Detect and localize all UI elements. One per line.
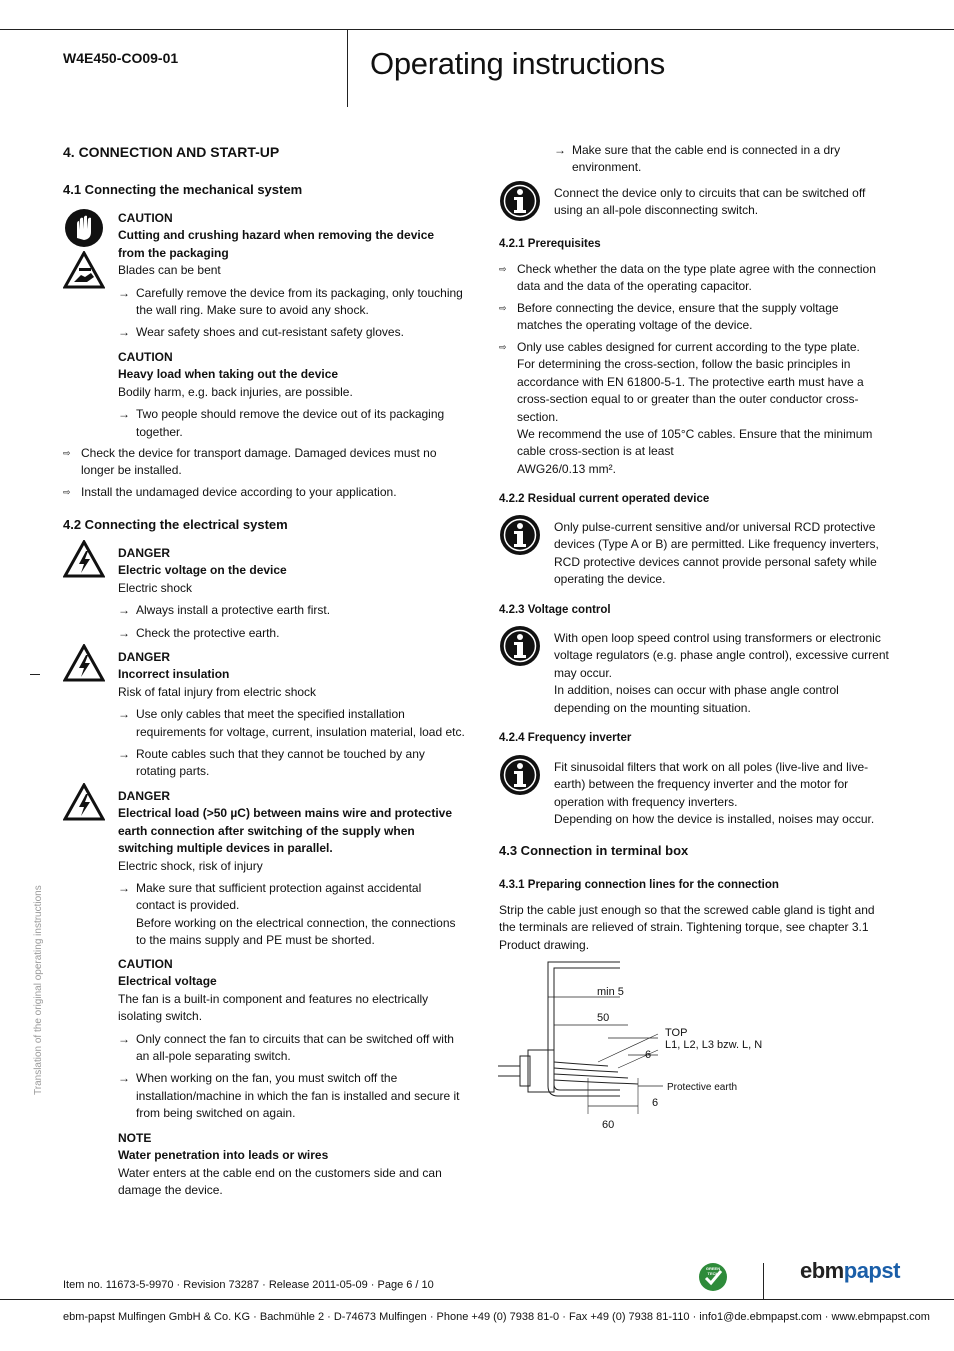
- bullet-arrow-icon: ⇨: [63, 448, 71, 458]
- danger-description: Electric shock: [118, 580, 193, 595]
- bullet-item: ⇨ Check the device for transport damage. Damaged devices must no longer be installed.: [63, 446, 437, 478]
- caution-description: Blades can be bent: [118, 263, 221, 278]
- strip-instructions: Strip the cable just enough so that the screwed cable gland is tight and the terminals are relieved of strain. Tightening torque, see chapter 3.1 Product drawing.: [499, 903, 875, 952]
- info-text-2: Only pulse-current sensitive and/or universal RCD protective devices (Type A or B) are permitted. Like frequency inverters, RCD protective devices cannot provide personal safety while operating the device.: [554, 520, 879, 587]
- arrow-icon: →: [554, 143, 566, 157]
- bullet-item: ⇨ Before connecting the device, ensure that the supply voltage matches the operating voltage of the device.: [499, 301, 839, 333]
- action-item: → Wear safety shoes and cut-resistant safety gloves.: [118, 324, 463, 341]
- bullet-arrow-icon: ⇨: [499, 303, 507, 313]
- bullet-arrow-icon: ⇨: [499, 264, 507, 274]
- danger-heading: Incorrect insulation: [118, 667, 230, 682]
- subsection-heading-4-1: 4.1 Connecting the mechanical system: [63, 182, 303, 197]
- drawing-label-60: 60: [602, 1119, 615, 1131]
- note-block: [118, 1130, 463, 1200]
- subsection-heading-4-2-3: 4.2.3 Voltage control: [499, 604, 611, 616]
- danger-block-3: [118, 788, 463, 950]
- caution-heading: Electrical voltage: [118, 974, 217, 989]
- ebmpapst-logo: [800, 1258, 900, 1283]
- note-heading: Water penetration into leads or wires: [118, 1148, 329, 1163]
- info-icon: [499, 180, 541, 222]
- caution-description: Bodily harm, e.g. back injuries, are possible.: [118, 384, 353, 399]
- bullet-item: ⇨ Install the undamaged device according to your application.: [63, 484, 443, 501]
- drawing-label-min5: min 5: [597, 986, 624, 998]
- caution-label: CAUTION: [118, 957, 173, 971]
- caution-heading: Cutting and crushing hazard when removing the device from the packaging: [118, 228, 435, 260]
- drawing-label-pe: Protective earth: [667, 1082, 738, 1093]
- action-item: → Use only cables that meet the specified installation requirements for voltage, current, insulation material, load etc.: [118, 707, 465, 739]
- section-heading: 4. CONNECTION AND START-UP: [63, 144, 280, 160]
- arrow-icon: →: [118, 881, 130, 896]
- logo-ebm: ebm: [800, 1258, 844, 1283]
- subsection-heading-4-3-1: 4.3.1 Preparing connection lines for the connection: [499, 879, 779, 891]
- caution-label: CAUTION: [118, 350, 173, 364]
- danger-heading: Electric voltage on the device: [118, 563, 287, 578]
- logo-papst: papst: [843, 1258, 900, 1283]
- subsection-heading-4-2-4: 4.2.4 Frequency inverter: [499, 732, 632, 744]
- footer-divider: [763, 1263, 764, 1299]
- arrow-icon: →: [118, 1071, 130, 1086]
- footer-company: ebm-papst Mulfingen GmbH & Co. KG · Bachmühle 2 · D-74673 Mulfingen · Phone +49 (0) 7938 81-0 · Fax +49 (0) 7938 81-110 · info1@de.ebmpapst.com · www.ebmpapst.com: [63, 1311, 930, 1323]
- caution-heading: Heavy load when taking out the device: [118, 367, 339, 382]
- danger-label: DANGER: [118, 650, 171, 664]
- action-item: → Always install a protective earth first.: [118, 602, 463, 619]
- drawing-label-6a: 6: [645, 1049, 652, 1061]
- model-number: W4E450-CO09-01: [63, 50, 179, 66]
- caution-description: The fan is a built-in component and features no electrically isolating switch.: [118, 991, 429, 1024]
- action-item: → Check the protective earth.: [118, 625, 463, 642]
- subsection-heading-4-2-2: 4.2.2 Residual current operated device: [499, 493, 710, 505]
- arrow-icon: →: [118, 707, 130, 722]
- electric-hazard-icon: [63, 644, 105, 682]
- subsection-heading-4-3: 4.3 Connection in terminal box: [499, 843, 689, 858]
- action-item: → Only connect the fan to circuits that can be switched off with an all-pole separating switch.: [118, 1031, 454, 1064]
- action-item: → Two people should remove the device out of its packaging together.: [118, 407, 445, 439]
- subsection-heading-4-2: 4.2 Connecting the electrical system: [63, 517, 288, 532]
- drawing-label-50: 50: [597, 1012, 610, 1024]
- arrow-icon: →: [118, 1031, 130, 1046]
- danger-block-2: [118, 649, 468, 781]
- header-top-rule: [0, 29, 954, 30]
- caution-block-3: [118, 956, 463, 1123]
- action-item: → Make sure that the cable end is connected in a dry environment.: [554, 143, 841, 175]
- action-item: → Route cables such that they cannot be touched by any rotating parts.: [118, 747, 425, 779]
- arrow-icon: →: [118, 603, 130, 618]
- arrow-icon: →: [118, 285, 130, 300]
- margin-tick: [30, 674, 40, 675]
- bullet-item: ⇨ Only use cables designed for current according to the type plate. For determining the cross-section, follow the basic principles in accordance with EN 61800-5-1. The protective earth must have a cross-section equal to or greater than the outer conductor cross-section. We recommend the use of 105°C cables. Ensure that the minimum cable cross-section is at least AWG26/0.13 mm².: [499, 340, 873, 476]
- drawing-label-6b: 6: [652, 1097, 659, 1109]
- electric-hazard-icon: [63, 540, 105, 578]
- note-label: NOTE: [118, 1131, 152, 1145]
- danger-label: DANGER: [118, 789, 171, 803]
- side-translation-note: Translation of the original operating instructions: [33, 885, 44, 1095]
- action-item: → Make sure that sufficient protection against accidental contact is provided. Before working on the electrical connection, the connections to the mains supply and PE must be shorted.: [118, 881, 456, 948]
- danger-heading: Electrical load (>50 µC) between mains wire and protective earth connection after switching of the supply when switching multiple devices in parallel.: [118, 806, 453, 856]
- arrow-icon: →: [118, 407, 130, 422]
- bullet-arrow-icon: ⇨: [499, 342, 507, 352]
- danger-description: Risk of fatal injury from electric shock: [118, 684, 317, 699]
- danger-description: Electric shock, risk of injury: [118, 858, 263, 873]
- danger-block-1: [118, 545, 463, 642]
- info-icon: [499, 514, 541, 556]
- arrow-icon: →: [118, 747, 130, 762]
- header-divider: [347, 29, 348, 107]
- caution-label: CAUTION: [118, 211, 173, 225]
- arrow-icon: →: [118, 625, 130, 640]
- electric-hazard-icon: [63, 783, 105, 821]
- footer-rule: [0, 1299, 954, 1300]
- gloves-icon: [64, 208, 104, 248]
- bullet-arrow-icon: ⇨: [63, 487, 71, 497]
- arrow-icon: →: [118, 325, 130, 340]
- info-text-1: Connect the device only to circuits that can be switched off using an all-pole disconnecting switch.: [554, 186, 866, 218]
- note-description: Water enters at the cable end on the customers side and can damage the device.: [118, 1165, 442, 1198]
- info-icon: [499, 754, 541, 796]
- action-item: → When working on the fan, you must switch off the installation/machine in which the fan is installed and secure it from being switched on again.: [118, 1071, 460, 1121]
- drawing-label-wires: L1, L2, L3 bzw. L, N: [665, 1039, 763, 1051]
- caution-block-2: [118, 349, 463, 441]
- info-icon: [499, 625, 541, 667]
- footer-item-info: Item no. 11673-5-9970 · Revision 73287 · Release 2011-05-09 · Page 6 / 10: [63, 1279, 434, 1291]
- subsection-heading-4-2-1: 4.2.1 Prerequisites: [499, 238, 601, 250]
- danger-label: DANGER: [118, 546, 171, 560]
- bullet-item: ⇨ Check whether the data on the type plate agree with the connection data and the data of the operating capacitor.: [499, 262, 876, 294]
- crush-hazard-icon: [63, 251, 105, 289]
- action-item: → Carefully remove the device from its packaging, only touching the wall ring. Make sure to avoid any shock.: [118, 285, 463, 318]
- caution-block-1: [118, 210, 463, 342]
- info-text-3: With open loop speed control using transformers or electronic voltage regulators (e.g. phase angle control), excessive current may occur. In addition, noises can occur with phase angle control depending on the mounting situation.: [554, 631, 889, 715]
- page-title: Operating instructions: [370, 46, 665, 81]
- info-text-4: Fit sinusoidal filters that work on all poles (live-live and live-earth) between the frequency inverter and the motor for operation with frequency inverters. Depending on how the device is installed, noises may occur.: [554, 760, 875, 827]
- drawing-label-top: TOP: [665, 1027, 688, 1039]
- green-tech-badge-text: GREEN TECH: [705, 1266, 721, 1276]
- dry-environment-action: [554, 142, 884, 177]
